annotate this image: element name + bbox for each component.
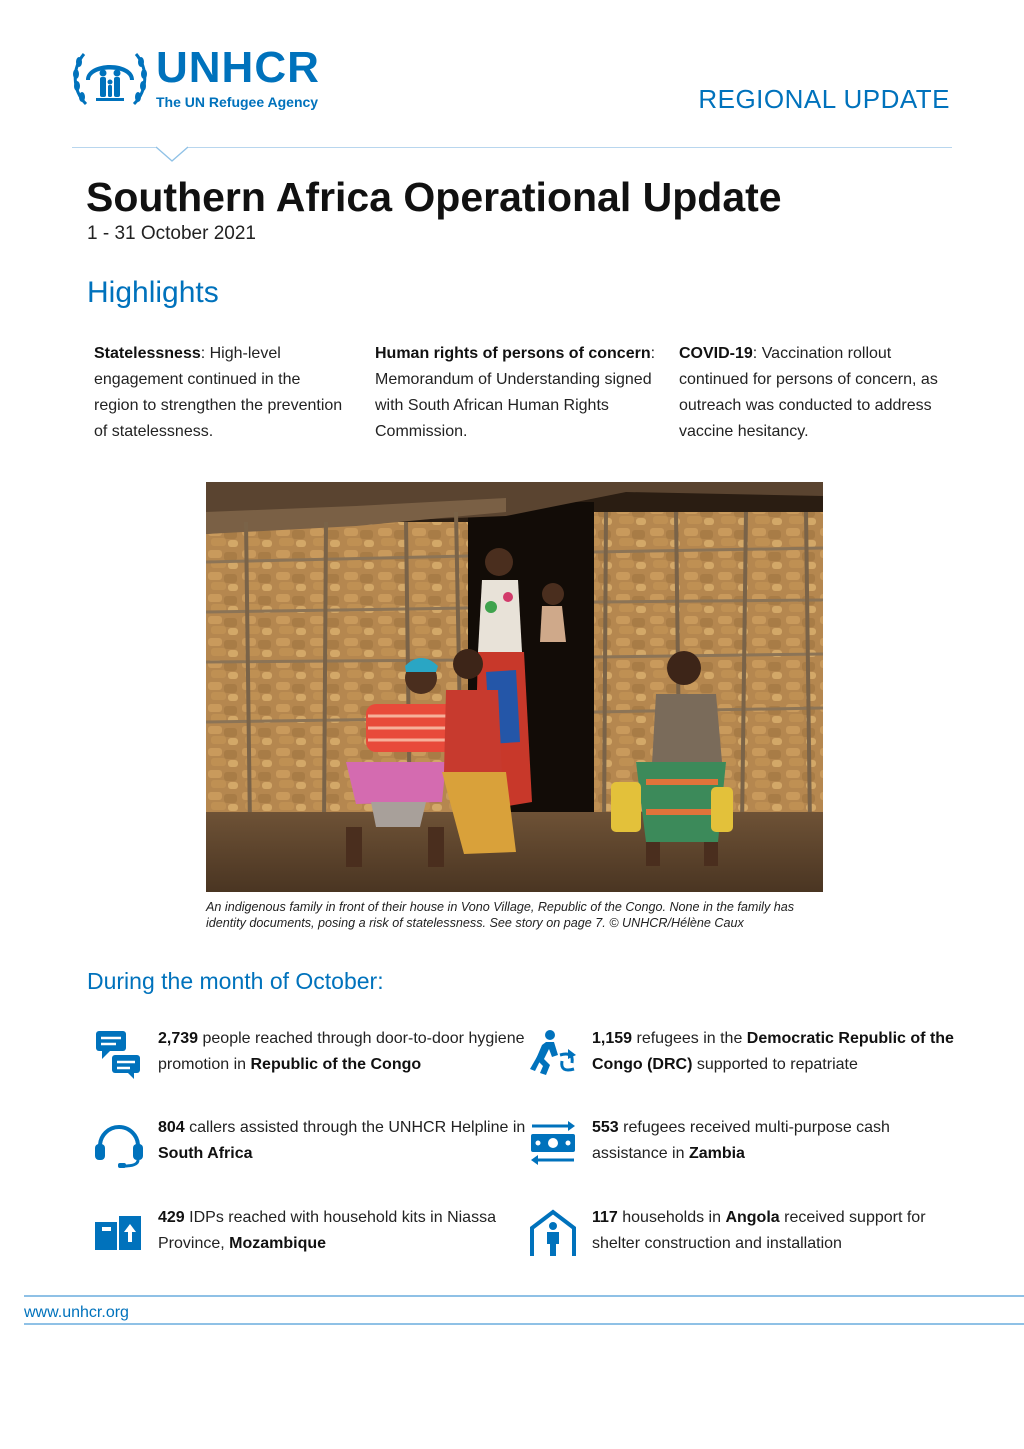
stat-number: 2,739 (158, 1030, 199, 1047)
unhcr-logo (70, 43, 350, 114)
stat-location: Republic of the Congo (250, 1056, 422, 1073)
stat-desc-end: received support for shelter construction and installation (592, 1209, 926, 1252)
highlights-heading: Highlights (87, 276, 219, 309)
chat-bubbles-icon (94, 1029, 144, 1079)
family-photo (206, 482, 823, 892)
household-kit-icon (94, 1208, 144, 1258)
stat-text (592, 1115, 962, 1167)
divider-notch-icon (156, 146, 188, 164)
stat-text (592, 1026, 962, 1078)
family-photo-illustration (206, 482, 823, 892)
stat-text (158, 1115, 528, 1167)
stat-location: Angola (725, 1209, 780, 1226)
footer-divider-bottom (24, 1323, 1024, 1325)
highlight-lead: Statelessness (94, 345, 201, 362)
highlight-covid (679, 341, 949, 445)
logo-tagline: The UN Refugee Agency (156, 94, 319, 110)
stat-desc: refugees received multi-purpose cash assistance in (592, 1119, 890, 1162)
footer-website-link[interactable]: www.unhcr.org (24, 1304, 129, 1321)
unhcr-emblem-icon (70, 46, 150, 110)
stat-desc: people reached through door-to-door hygiene promotion in (158, 1030, 525, 1073)
stat-text (592, 1205, 962, 1257)
logo-wordmark: UNHCR (156, 43, 320, 92)
cash-transfer-icon (528, 1118, 578, 1168)
report-period: 1 - 31 October 2021 (87, 223, 256, 244)
stat-text (158, 1026, 528, 1078)
shelter-icon (528, 1208, 578, 1258)
highlight-lead: Human rights of persons of concern (375, 345, 651, 362)
footer-divider-top (24, 1295, 1024, 1297)
highlight-statelessness (94, 341, 344, 445)
stat-text (158, 1205, 528, 1257)
stat-number: 804 (158, 1119, 185, 1136)
highlight-text: : Vaccination rollout continued for persons of concern, as outreach was conducted to address vaccine hesitancy. (679, 345, 938, 440)
stat-desc: callers assisted through the UNHCR Helpline in (184, 1119, 526, 1136)
stat-number: 117 (592, 1209, 618, 1226)
stat-number: 1,159 (592, 1030, 633, 1047)
headset-icon (94, 1118, 144, 1168)
stat-location: Mozambique (229, 1235, 327, 1252)
stat-desc: households in (617, 1209, 726, 1226)
stat-number: 429 (158, 1209, 185, 1226)
stat-number: 553 (592, 1119, 619, 1136)
stat-location: Zambia (688, 1145, 745, 1162)
person-return-icon (528, 1029, 578, 1079)
page-title: Southern Africa Operational Update (86, 174, 782, 220)
stat-location: Democratic Republic of the Congo (DRC) (592, 1030, 954, 1073)
highlight-lead: COVID-19 (679, 345, 753, 362)
stat-location: South Africa (158, 1145, 253, 1162)
stat-desc: IDPs reached with household kits in Niassa Province, (158, 1209, 496, 1252)
highlight-text: : High-level engagement continued in the region to strengthen the prevention of statelessness. (94, 345, 343, 440)
month-heading: During the month of October: (87, 968, 384, 994)
stat-desc: refugees in the (632, 1030, 747, 1047)
highlight-human-rights (375, 341, 660, 445)
document-type-label: REGIONAL UPDATE (698, 84, 950, 114)
header-divider (72, 147, 952, 148)
photo-caption: An indigenous family in front of their house in Vono Village, Republic of the Congo. None in the family has identity documents, posing a risk of statelessness. See story on page 7. © UNHCR/Hélène Caux (206, 900, 795, 930)
highlight-text: : Memorandum of Understanding signed with South African Human Rights Commission. (375, 345, 656, 440)
stat-desc-end: supported to repatriate (692, 1056, 858, 1073)
